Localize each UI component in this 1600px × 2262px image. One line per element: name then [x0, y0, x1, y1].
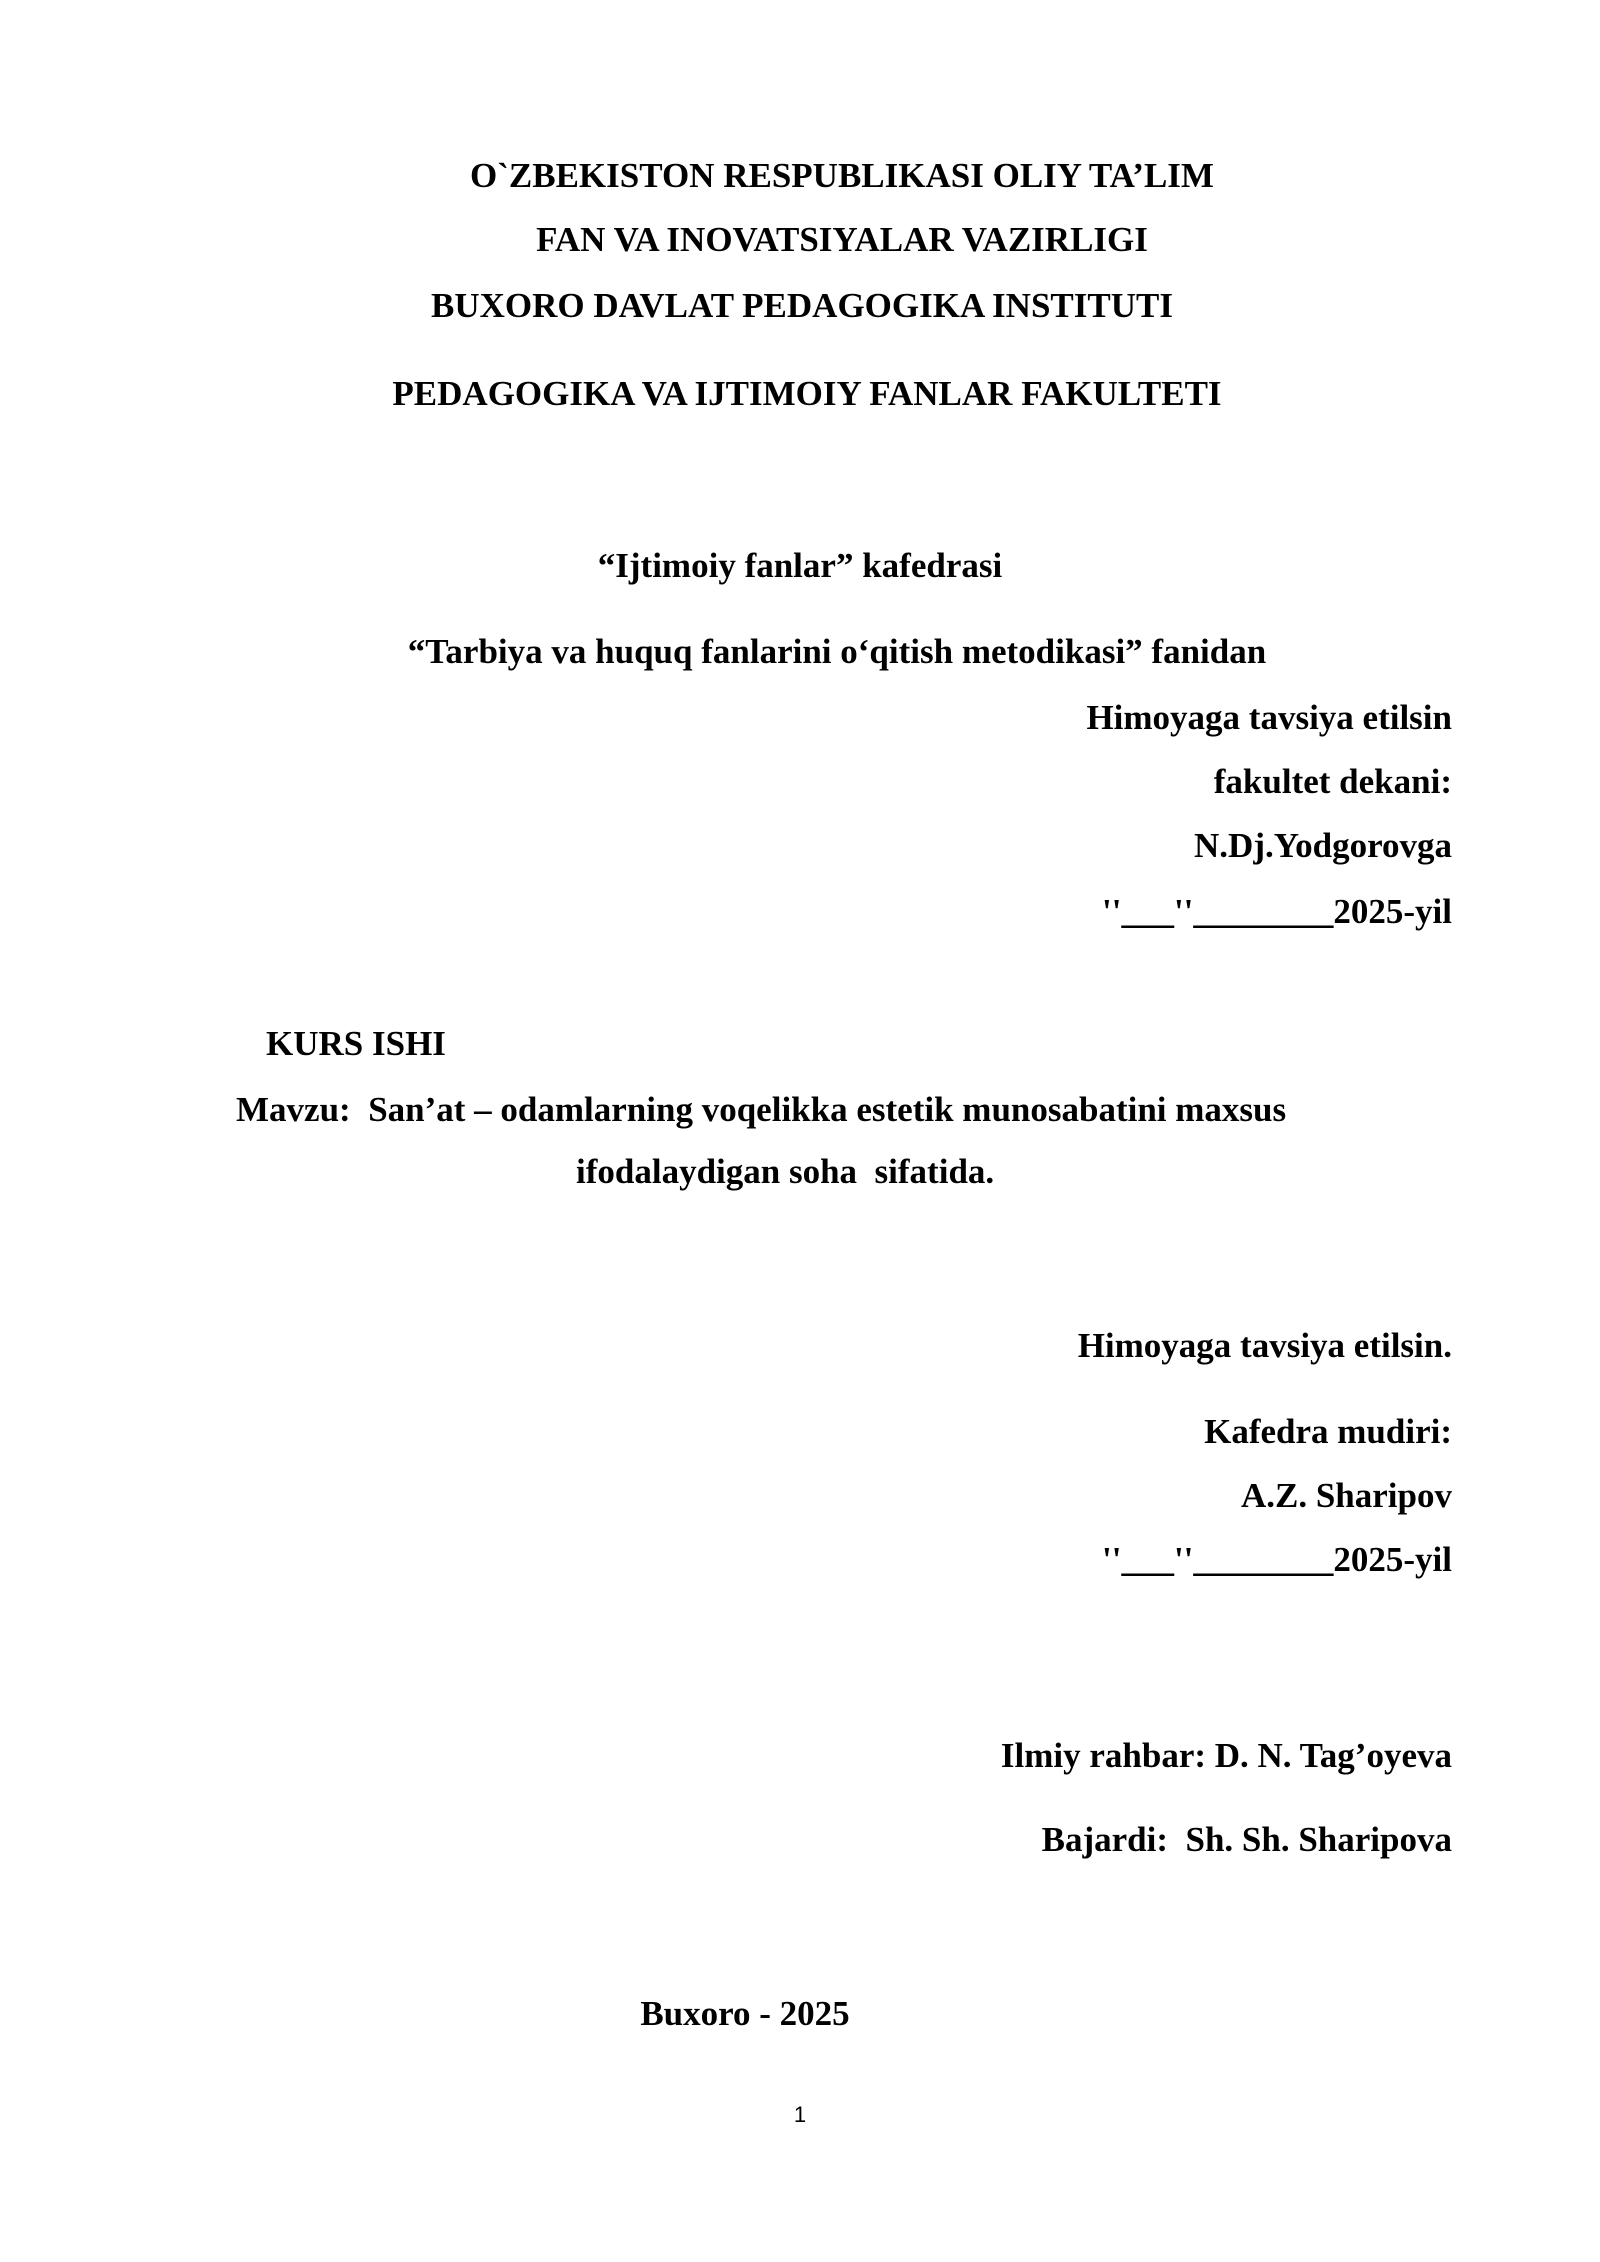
work-type: KURS ISHI	[266, 1024, 446, 1063]
topic-line-1: Mavzu: San’at – odamlarning voqelikka estetik munosabatini maxsus	[236, 1090, 1287, 1129]
head-recommend-text: Himoyaga tavsiya etilsin.	[1077, 1326, 1452, 1365]
ministry-line-2: FAN VA INOVATSIYALAR VAZIRLIGI	[536, 220, 1148, 259]
institute-name: BUXORO DAVLAT PEDAGOGIKA INSTITUTI	[431, 286, 1173, 325]
head-name: A.Z. Sharipov	[1240, 1476, 1452, 1515]
faculty-name: PEDAGOGIKA VA IJTIMOIY FANLAR FAKULTETI	[392, 374, 1222, 413]
head-position: Kafedra mudiri:	[1204, 1412, 1452, 1451]
subject-name: “Tarbiya va huquq fanlarini o‘qitish metodikasi” fanidan	[407, 632, 1267, 671]
dean-approval-date: ''___''________2025-yil	[1102, 892, 1452, 931]
dean-name: N.Dj.Yodgorovga	[1194, 826, 1452, 865]
dean-position: fakultet dekani:	[1213, 762, 1452, 801]
topic-line-2: ifodalaydigan soha sifatida.	[576, 1152, 995, 1191]
place-year: Buxoro - 2025	[640, 1994, 850, 2033]
page-number: 1	[793, 2102, 807, 2127]
dean-recommend-text: Himoyaga tavsiya etilsin	[1086, 698, 1452, 737]
department-name: “Ijtimoiy fanlar” kafedrasi	[597, 546, 1003, 585]
supervisor: Ilmiy rahbar: D. N. Tag’oyeva	[1000, 1736, 1452, 1775]
ministry-line-1: O`ZBEKISTON RESPUBLIKASI OLIY TA’LIM	[470, 156, 1214, 195]
head-approval-date: ''___''________2025-yil	[1102, 1540, 1452, 1579]
author: Bajardi: Sh. Sh. Sharipova	[1041, 1820, 1452, 1859]
